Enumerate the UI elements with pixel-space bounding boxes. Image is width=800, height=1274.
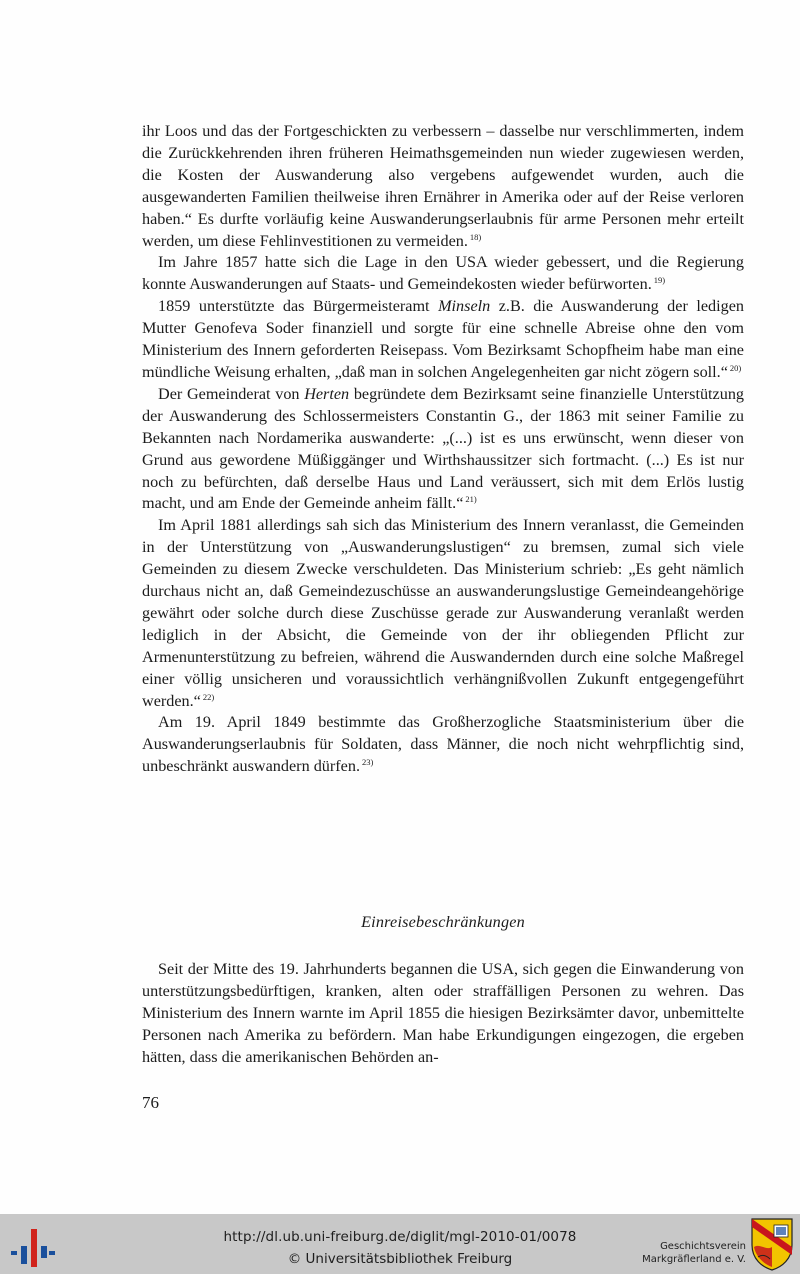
paragraph-1 bbox=[142, 121, 744, 252]
body-text-after-heading bbox=[142, 959, 744, 1069]
paragraph-6-text: Am 19. April 1849 bestimmte das Großherzogliche Staatsministerium über die Auswanderungserlaubnis für Soldaten, dass Männer, die noch nicht wehrpflichtig sind, unbeschränkt auswandern dürfen. bbox=[142, 713, 744, 776]
footnote-ref-20[interactable]: 20) bbox=[729, 362, 742, 373]
paragraph-6 bbox=[142, 712, 744, 778]
place-name-minseln: Minseln bbox=[438, 297, 491, 316]
paragraph-5-text: Im April 1881 allerdings sah sich das Ministerium des Innern veranlasst, die Gemeinden in der Unterstützung von „Auswanderungslustigen“ zu bremsen, zumal sich viele Gemeinden zu diesem Zwecke verschuldeten. Das Ministerium schrieb: „Es geht nämlich durchaus nicht an, daß Gemeindezuschüsse an auswanderungslustige Gemeindeangehörige gewährt oder solche durch diese Zuschüsse gerade zur Auswanderung veranlaßt werden lediglich in der Absicht, die Gemeinde von der ihr obliegenden Pflicht zur Armenunterstützung zu befreien, während die Auswandernden durch eine solche Maßregel einer völlig unsicheren und voraussichtlich verhängnißvollen Zukunft entgegengeführt werden.“ bbox=[142, 516, 744, 710]
society-name-line-1: Geschichtsverein bbox=[660, 1241, 746, 1252]
copyright-text: © Universitätsbibliothek Freiburg bbox=[287, 1251, 513, 1267]
footnote-ref-23[interactable]: 23) bbox=[362, 757, 374, 768]
body-text bbox=[142, 121, 744, 778]
paragraph-3 bbox=[142, 296, 744, 384]
viewer-footer bbox=[0, 1214, 800, 1274]
paragraph-2-text: Im Jahre 1857 hatte sich die Lage in den USA wieder gebessert, und die Regierung konnte Auswanderungen auf Staats- und Gemeindekosten wieder befürworten. bbox=[142, 253, 744, 294]
paragraph-4-text-a: Der Gemeinderat von bbox=[158, 384, 305, 403]
paragraph-1-text: ihr Loos und das der Fortgeschickten zu verbessern – dasselbe nur verschlimmerten, indem die Zurückkehrenden ihren früheren Heimathsgemeinden nun wieder zugewiesen werden, die Kosten der Auswanderung also vergebens aufgewendet wurden, auch die ausgewanderten Familien theilweise ihren Ernährer in Amerika oder auf der Reise verloren haben.“ Es durfte vorläufig keine Auswanderungserlaubnis für arme Personen mehr erteilt werden, um diese Fehlinvestitionen zu vermeiden. bbox=[142, 122, 744, 250]
page-number: 76 bbox=[142, 1093, 159, 1112]
paragraph-3-text-a: 1859 unterstützte das Bürgermeisteramt bbox=[158, 297, 439, 316]
markgraeflerland-crest-icon[interactable] bbox=[750, 1217, 794, 1271]
society-name bbox=[642, 1241, 746, 1266]
section-heading: Einreisebeschränkungen bbox=[361, 913, 525, 931]
paragraph-5 bbox=[142, 515, 744, 712]
society-name-line-2: Markgräflerland e. V. bbox=[642, 1253, 746, 1265]
paragraph-3-text-b: z.B. die Auswanderung der ledigen Mutter Genofeva Soder finanziell und sorgte für eine schnelle Abreise ohne den vom Ministerium des Innern geforderten Reisepass. Vom Bezirksamt Schopfheim habe man eine mündliche Weisung erhalten, „daß man in solchen Angelegenheiten gar nicht zögern soll.“ bbox=[142, 297, 745, 381]
footnote-ref-21[interactable]: 21) bbox=[465, 494, 477, 505]
paragraph-4 bbox=[142, 384, 744, 515]
footnote-ref-22[interactable]: 22) bbox=[202, 691, 215, 702]
document-url-link[interactable]: http://dl.ub.uni-freiburg.de/diglit/mgl-2010-01/0078 bbox=[223, 1229, 577, 1245]
place-name-herten: Herten bbox=[304, 384, 350, 403]
footnote-ref-18[interactable]: 18) bbox=[469, 231, 482, 242]
paragraph-7: Seit der Mitte des 19. Jahrhunderts begannen die USA, sich gegen die Einwanderung von unterstützungsbedürftigen, kranken, alten oder straffälligen Personen zu wehren. Das Ministerium des Innern warnte im April 1855 die hiesigen Bezirksämter davor, unbemittelte Personen nach Amerika zu befördern. Man habe Erkundigungen eingezogen, die ergeben hätten, dass die amerikanischen Behörden an- bbox=[142, 960, 744, 1066]
paragraph-4-text-b: begründete dem Bezirksamt seine finanzielle Unterstützung der Auswanderung des Schlossermeisters Constantin G., der 1863 mit seiner Familie zu Bekannten nach Nordamerika auswanderte: „(...) ist es uns erwünscht, wenn dieser von Grund aus gewordene Müßiggänger und Wirthshaussitzer sich fortmacht. (...) Es ist nur noch zu befürchten, daß derselbe Haus und Land veräussert, sich mit dem Erlös lustig macht, und am Ende der Gemeinde anheim fällt.“ bbox=[142, 384, 745, 513]
footnote-ref-19[interactable]: 19) bbox=[653, 275, 666, 286]
paragraph-2 bbox=[142, 252, 744, 296]
